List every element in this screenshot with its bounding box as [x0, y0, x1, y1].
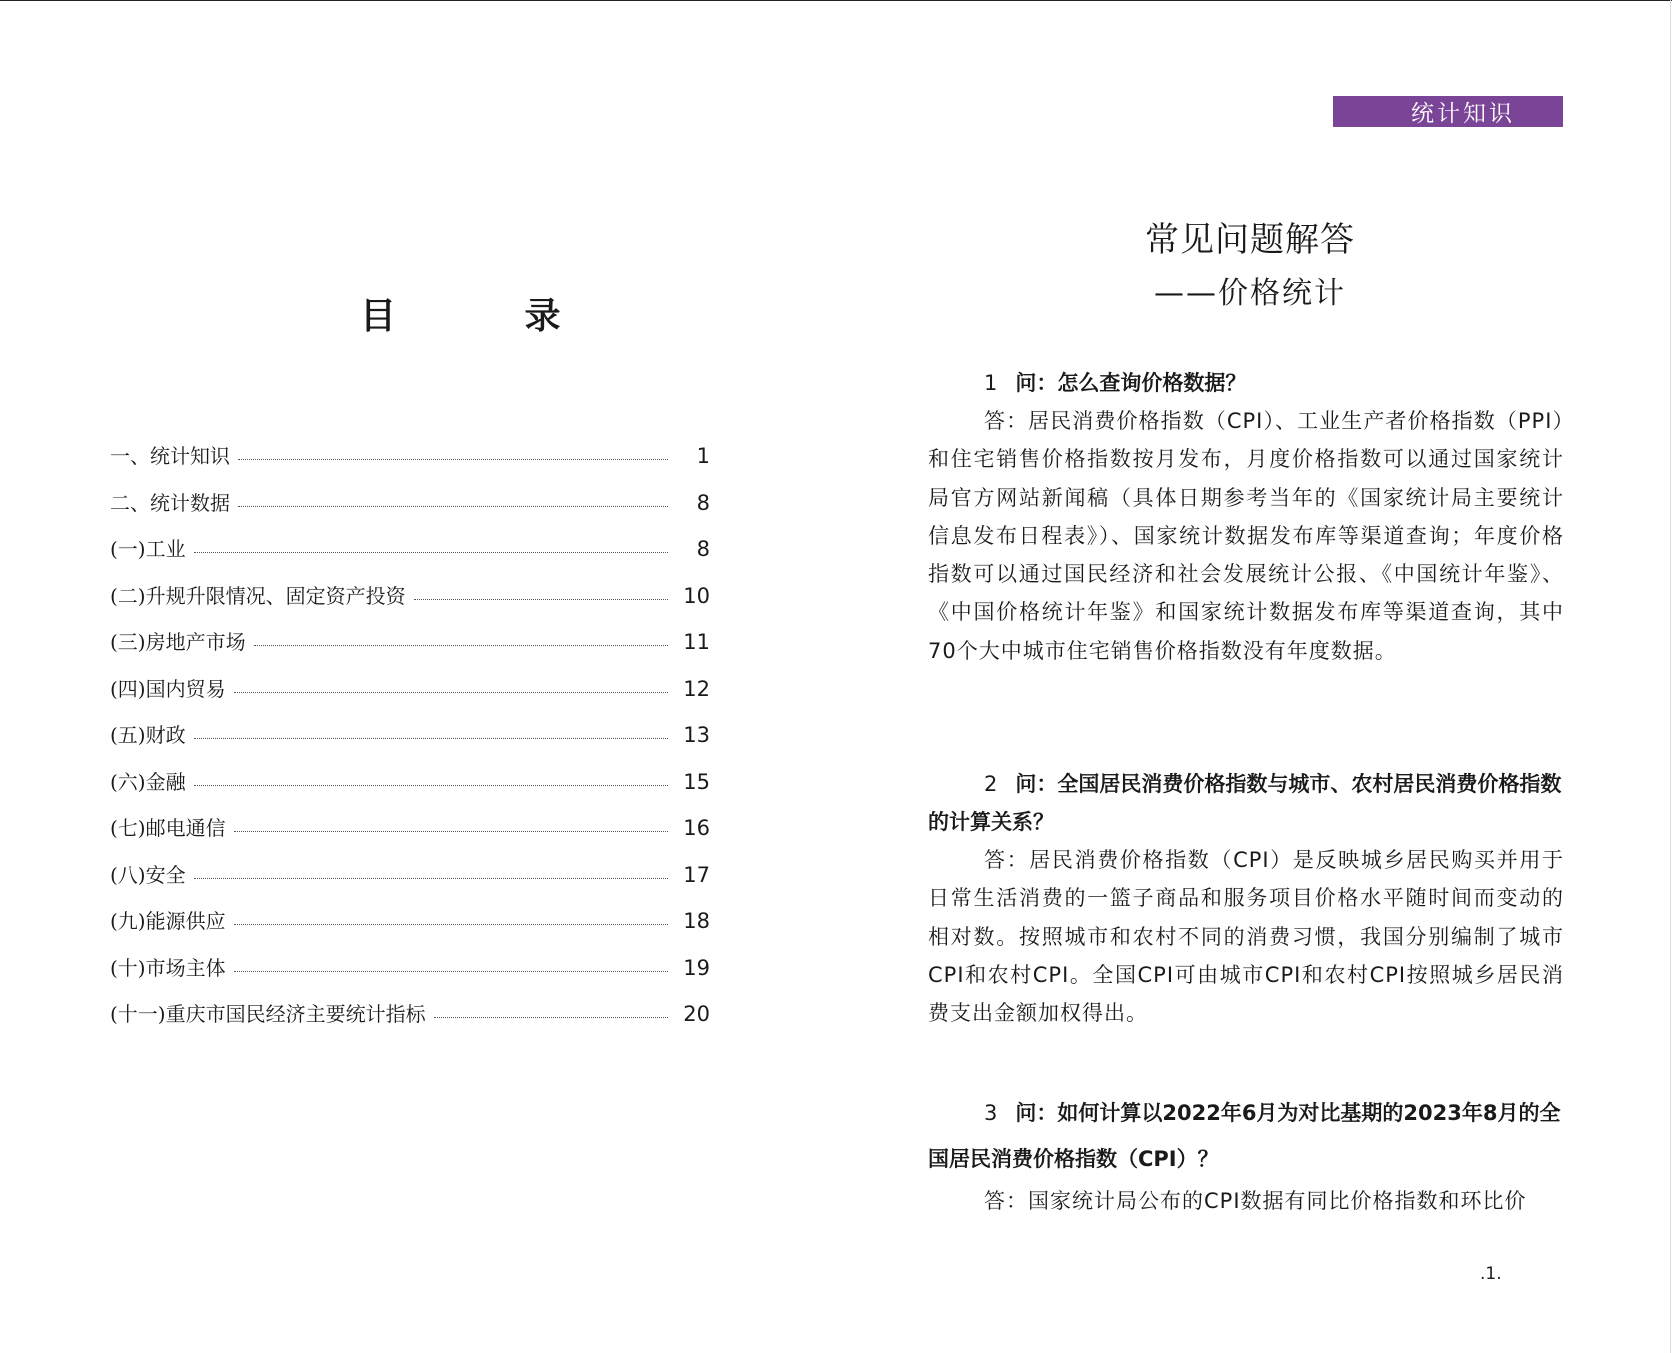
toc-item[interactable] [110, 998, 710, 1045]
qa-block [928, 364, 1564, 670]
answer-text: 答：居民消费价格指数（CPI）是反映城乡居民购买并用于日常生活消费的一篮子商品和服务项目价格水平随时间而变动的相对数。按照城市和农村不同的消费习惯，我国分别编制了城市CPI和农村CPI。全国CPI可由城市CPI和农村CPI按照城乡居民消费支出金额加权得出。 [928, 848, 1564, 1026]
toc-item[interactable] [110, 905, 710, 952]
question [928, 1090, 1564, 1182]
toc-item-page: 18 [683, 909, 710, 933]
question [928, 765, 1564, 841]
question-number: 2 [984, 772, 998, 796]
toc-item-label: (八)安全 [110, 862, 186, 887]
qa-block [928, 1090, 1564, 1220]
toc-item-label: (六)金融 [110, 769, 186, 794]
toc-leader-dots [434, 1016, 668, 1018]
toc-item[interactable] [110, 673, 710, 720]
toc-item-page: 10 [683, 583, 710, 608]
toc-item[interactable] [110, 440, 710, 487]
toc-title: 目 录 [360, 295, 619, 337]
toc-item-label: 二、统计数据 [110, 490, 230, 515]
toc-item-label: (二)升规升限情况、固定资产投资 [110, 583, 406, 608]
toc-item-page: 13 [683, 723, 710, 747]
question-number: 1 [984, 371, 998, 395]
toc-item-label: (一)工业 [110, 537, 186, 561]
toc-item-page: 19 [683, 955, 710, 980]
toc-item[interactable] [110, 719, 710, 766]
toc-leader-dots [238, 505, 668, 507]
question-text: 问：如何计算以2022年6月为对比基期的2023年8月的全国居民消费价格指数（CPI）？ [928, 1101, 1561, 1171]
section-tag: 统计知识 [1333, 96, 1563, 127]
question [928, 364, 1564, 402]
toc-item-label: (四)国内贸易 [110, 676, 226, 701]
toc-leader-dots [254, 644, 668, 646]
toc-item-page: 20 [683, 1002, 710, 1026]
toc-item-label: (九)能源供应 [110, 909, 226, 933]
toc-leader-dots [194, 784, 668, 786]
toc-leader-dots [234, 970, 668, 972]
question-text: 问：怎么查询价格数据？ [1015, 371, 1247, 395]
toc-item-label: (三)房地产市场 [110, 630, 246, 654]
toc-item[interactable] [110, 859, 710, 906]
toc-leader-dots [194, 737, 668, 739]
toc-item-label: 一、统计知识 [110, 444, 230, 468]
toc-item-page: 16 [683, 816, 710, 840]
toc-item-page: 12 [683, 676, 710, 701]
toc-leader-dots [238, 458, 668, 460]
toc-item[interactable] [110, 626, 710, 673]
toc-item[interactable] [110, 766, 710, 813]
toc-leader-dots [194, 551, 668, 553]
top-border-line [0, 0, 1672, 1]
toc-item-label: (十一)重庆市国民经济主要统计指标 [110, 1002, 426, 1026]
toc-leader-dots [194, 877, 668, 879]
toc-leader-dots [234, 830, 668, 832]
toc-item-page: 1 [696, 444, 710, 468]
toc-item-page: 17 [683, 862, 710, 887]
toc-item-page: 8 [696, 490, 710, 515]
toc-item[interactable] [110, 487, 710, 534]
toc-item[interactable] [110, 580, 710, 627]
question-text: 问：全国居民消费价格指数与城市、农村居民消费价格指数的计算关系？ [928, 772, 1562, 834]
toc-item-label: (十)市场主体 [110, 955, 226, 980]
toc-item-label: (五)财政 [110, 723, 186, 747]
toc-leader-dots [414, 598, 668, 600]
toc-item[interactable] [110, 533, 710, 580]
toc-item-page: 11 [683, 630, 710, 654]
qa-block [928, 765, 1564, 1032]
toc-leader-dots [234, 691, 668, 693]
question-number: 3 [984, 1101, 998, 1125]
page-edge-line [1670, 0, 1671, 1353]
page-number: .1. [1480, 1264, 1502, 1284]
page-subtitle: ——价格统计 [1154, 276, 1346, 311]
toc-item-label: (七)邮电通信 [110, 816, 226, 840]
answer-text: 答：居民消费价格指数（CPI）、工业生产者价格指数（PPI）和住宅销售价格指数按月发布，月度价格指数可以通过国家统计局官方网站新闻稿（具体日期参考当年的《国家统计局主要统计信息发布日程表》）、国家统计数据发布库等渠道查询；年度价格指数可以通过国民经济和社会发展统计公报、《中国统计年鉴》、《中国价格统计年鉴》和国家统计数据发布库等渠道查询，其中70个大中城市住宅销售价格指数没有年度数据。 [928, 409, 1564, 663]
toc-item[interactable] [110, 952, 710, 999]
toc-item-page: 8 [696, 537, 710, 561]
table-of-contents [110, 440, 710, 1045]
toc-item-page: 15 [683, 769, 710, 794]
toc-item[interactable] [110, 812, 710, 859]
toc-leader-dots [234, 923, 668, 925]
page-title: 常见问题解答 [1145, 220, 1355, 260]
answer-text: 答：国家统计局公布的CPI数据有同比价格指数和环比价 [984, 1189, 1527, 1213]
